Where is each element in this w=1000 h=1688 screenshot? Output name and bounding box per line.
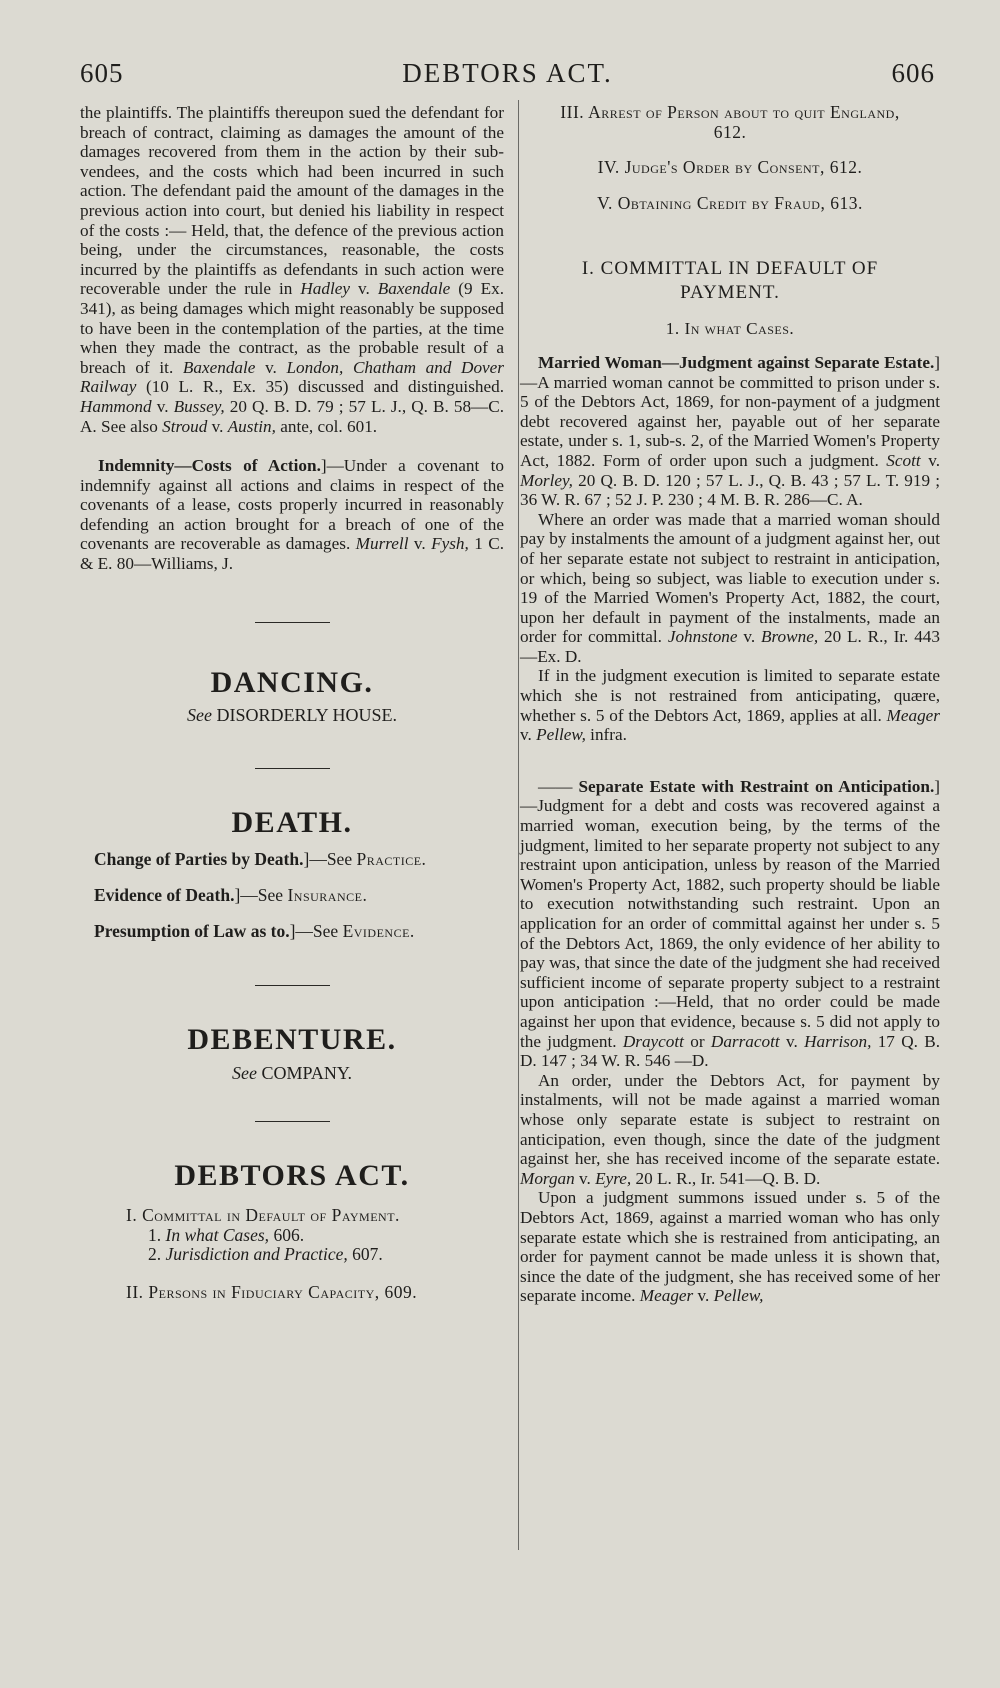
paragraph-text: or <box>683 1031 711 1051</box>
versus: v. <box>255 357 287 377</box>
see-target: COMPANY. <box>256 1062 353 1083</box>
heading-debtors-act: DEBTORS ACT. <box>174 1159 410 1193</box>
entry-heading: Separate Estate with Restraint on Anticipation. <box>572 776 935 796</box>
paragraph-text: 1 C. & E. 80—Williams, J. <box>80 534 504 574</box>
paragraph-text: 17 Q. B. D. 147 ; 34 W. R. 546 —D. <box>520 1031 940 1071</box>
toc-item: II. Persons in Fiduciary Capacity, 609. <box>126 1281 418 1302</box>
page-number-right: 606 <box>891 58 935 88</box>
see-label: ]—See <box>289 920 343 941</box>
toc-item: V. Obtaining Credit by Fraud, 613. <box>597 192 863 213</box>
entry-heading: Change of Parties by Death. <box>94 849 304 870</box>
versus: v. <box>693 1286 714 1306</box>
case-name: Baxendale <box>182 357 256 377</box>
toc-number: 2. <box>148 1244 166 1265</box>
right-column <box>520 103 940 1306</box>
see-label: ]—See <box>303 849 357 870</box>
table-of-contents <box>80 1206 504 1302</box>
case-name: Austin, <box>227 416 276 436</box>
case-name: Stroud <box>162 416 208 436</box>
left-column <box>80 103 504 1302</box>
paragraph-text: An order, under the Debtors Act, for payment by instalments, will not be made against a married woman whose only separate estate is subject to restraint on anticipation, even though, since the date of the judgment against her, she has received income of the separate estate. <box>520 1070 940 1169</box>
see-target: Practice. <box>356 849 427 870</box>
paragraph-text: 20 Q. B. D. 120 ; 57 L. J., Q. B. 43 ; 57 L. T. 919 ; 36 W. R. 67 ; 52 J. P. 230 ; 4 M. B. R. 286—C. A. <box>520 470 940 510</box>
cross-reference <box>80 850 504 870</box>
case-name: Pellew, <box>536 725 586 745</box>
page-header <box>80 58 935 94</box>
see-target: Evidence. <box>342 920 415 941</box>
paragraph-text: (9 Ex. 341), as being damages which might reasonably be supposed to have been in the contemplation of the parties, at the time when they made the contract, as the probable result of a breach of it. <box>80 279 504 377</box>
versus: v. <box>520 725 537 745</box>
toc-subitem <box>126 1226 504 1246</box>
case-name: Baxendale <box>377 279 451 299</box>
toc-page: 606. <box>269 1224 305 1245</box>
case-name: London, Chatham and Dover Railway <box>80 357 505 397</box>
versus: v. <box>349 279 378 299</box>
case-paragraph <box>520 1188 940 1306</box>
case-name: Eyre, <box>595 1168 632 1188</box>
toc-item: I. Committal in Default of Payment. <box>126 1205 400 1225</box>
case-paragraph <box>520 777 940 1071</box>
versus: v. <box>920 450 940 470</box>
entry-heading: Married Woman—Judgment against Separate Estate. <box>538 352 935 372</box>
case-name: Morley, <box>520 470 573 490</box>
paragraph-continued <box>80 103 504 436</box>
paragraph-text: Upon a judgment summons issued under s. 5 of the Debtors Act, 1869, against a married woman who has only separate estate which she is restrained from anticipating, an order for payment cannot be made unless it is shown that, since the date of the judgment, she has received some of her separate income. <box>520 1188 940 1306</box>
toc-label: Jurisdiction and Practice, <box>165 1244 348 1265</box>
toc-item: IV. Judge's Order by Consent, 612. <box>597 157 863 178</box>
paragraph-text: 20 L. R., Ir. 541—Q. B. D. <box>631 1168 821 1188</box>
versus: v. <box>408 534 432 554</box>
paragraph-text: ]—A married woman cannot be committed to prison under s. 5 of the Debtors Act, 1869, for non-payment of a judgment debt recovered against her, payable out of her separate estate, under s. 1, sub-s. 2, of the Married Women's Property Act, 1882. Form of order upon such a judgment. <box>520 352 940 470</box>
see-label: See <box>186 705 212 726</box>
versus: v. <box>207 416 228 436</box>
case-name: Draycott <box>622 1031 684 1051</box>
column-divider <box>518 100 519 1550</box>
section-heading: I. COMMITTAL IN DEFAULT OF PAYMENT. <box>581 258 879 304</box>
see-reference <box>80 1064 504 1084</box>
paragraph-text: 20 L. R., Ir. 443 —Ex. D. <box>520 627 940 666</box>
see-label: ]—See <box>234 885 288 906</box>
entry-heading: Evidence of Death. <box>94 885 235 906</box>
see-target: DISORDERLY HOUSE. <box>211 705 398 726</box>
toc-subitem <box>126 1245 504 1265</box>
case-name: Harrison, <box>804 1031 872 1051</box>
cross-reference <box>80 922 504 942</box>
paragraph-text: ante, col. 601. <box>275 416 378 436</box>
case-name: Browne, <box>761 627 819 647</box>
case-paragraph <box>520 1071 940 1189</box>
case-name: Meager <box>886 705 940 725</box>
page-number-left: 605 <box>80 58 124 88</box>
case-name: Bussey, <box>173 396 225 416</box>
entry-heading: Presumption of Law as to. <box>94 920 290 941</box>
paragraph-text: (10 L. R., Ex. 35) discussed and distinguished. <box>136 377 504 397</box>
case-paragraph <box>520 510 940 667</box>
cross-reference <box>80 886 504 906</box>
subsection-heading: 1. In what Cases. <box>665 319 795 339</box>
heading-dancing: DANCING. <box>210 665 374 699</box>
case-name: Meager <box>639 1286 694 1306</box>
dash: —— <box>538 776 573 796</box>
paragraph-text: infra. <box>585 725 627 745</box>
case-name: Murrell <box>355 534 409 554</box>
paragraph-text: If in the judgment execution is limited to separate estate which she is not restrained from anticipating, quære, whether s. 5 of the Debtors Act, 1869, applies at all. <box>520 666 940 725</box>
paragraph-text: the plaintiffs. The plaintiffs thereupon sued the defendant for breach of contract, claiming as damages the amount of the damages recovered from them in the action by their sub-vendees, and the costs which had been incurred in such action. The defendant paid the amount of the damages in the previous action into court, but denied his liability in respect of the costs :— Held, that, the defence of the previous action being, under the circumstances, reasonable, the costs incurred by the plaintiffs as defendants in such action were recoverable under the rule in <box>80 103 504 299</box>
case-name: Darracott <box>710 1031 780 1051</box>
case-paragraph <box>520 353 940 510</box>
indemnity-paragraph <box>80 456 504 574</box>
paragraph-text: 20 Q. B. D. 79 ; 57 L. J., Q. B. 58—C. A. See also <box>80 396 504 436</box>
versus: v. <box>574 1168 596 1188</box>
versus: v. <box>151 396 174 416</box>
paragraph-text: Where an order was made that a married woman should pay by instalments the amount of a judgment against her, out of her separate estate not subject to restraint in anticipation, or which, being so subject, was liable to execution under s. 19 of the Married Women's Property Act, 1882, the court, upon her default in payment of the instalments, made an order for committal. <box>520 509 940 647</box>
case-name: Hammond <box>80 396 152 416</box>
toc-number: 1. <box>148 1224 166 1245</box>
heading-debenture: DEBENTURE. <box>187 1023 397 1057</box>
toc-page: 607. <box>347 1244 383 1265</box>
see-reference <box>80 706 504 726</box>
case-paragraph <box>520 666 940 744</box>
see-target: Insurance. <box>287 885 368 906</box>
case-name: Hadley <box>300 279 350 299</box>
toc-label: In what Cases, <box>165 1224 270 1245</box>
heading-death: DEATH. <box>231 805 353 839</box>
case-name: Scott <box>886 450 921 470</box>
case-name: Johnstone <box>667 627 738 647</box>
entry-heading: Indemnity—Costs of Action. <box>98 456 321 476</box>
toc-item: III. Arrest of Person about to quit England, 612. <box>560 102 900 142</box>
running-title: DEBTORS ACT. <box>402 58 613 88</box>
paragraph-text: ]—Judgment for a debt and costs was recovered against a married woman, execution being, by the terms of the judgment, limited to her separate property not subject to any restraint upon anticipation, unless by reason of the Married Women's Property Act, 1882, such property should be liable to execution notwithstanding such restraint. Upon an application for an order of committal against her under s. 5 of the Debtors Act, 1869, the only evidence of her ability to pay was, that since the date of the judgment she had received sufficient income of separate property subject to a restraint upon anticipation :—Held, that no order could be made against her upon that evidence, because s. 5 did not apply to the judgment. <box>520 776 940 1051</box>
paragraph-text: ]—Under a covenant to indemnify against all actions and claims in respect of the covenants of a lease, costs properly incurred in reasonably defending an action brought for a breach of one of the covenants are recoverable as damages. <box>80 456 504 554</box>
versus: v. <box>737 627 761 647</box>
case-name: Pellew, <box>713 1286 764 1306</box>
versus: v. <box>779 1031 805 1051</box>
case-name: Morgan <box>520 1168 575 1188</box>
case-name: Fysh, <box>431 534 469 554</box>
see-label: See <box>231 1062 257 1083</box>
